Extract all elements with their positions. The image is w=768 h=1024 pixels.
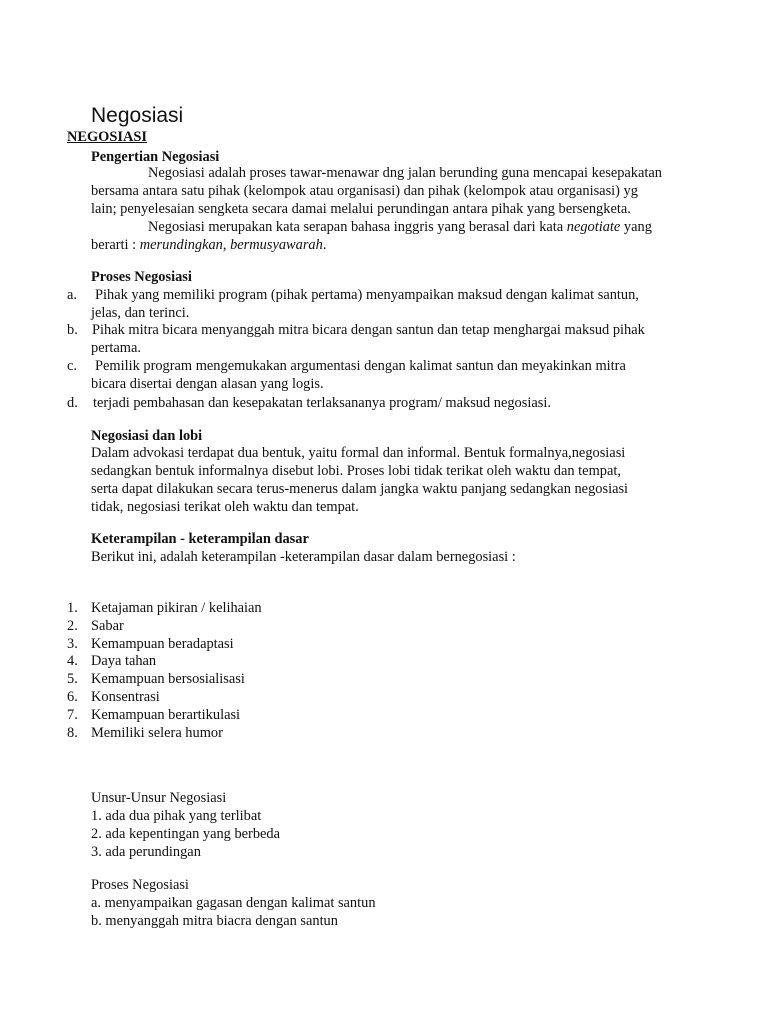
numbered-marker: 3. xyxy=(67,636,78,652)
term-negotiate: negotiate xyxy=(566,219,621,235)
unsur-item: 2. ada kepentingan yang berbeda xyxy=(91,826,280,842)
proses-item-line: pertama. xyxy=(91,340,141,356)
skill-item: Ketajaman pikiran / kelihaian xyxy=(91,600,262,616)
skill-item: Memiliki selera humor xyxy=(91,725,223,741)
numbered-marker: 1. xyxy=(67,600,78,616)
main-heading: NEGOSIASI xyxy=(67,129,147,145)
skill-item: Kemampuan bersosialisasi xyxy=(91,671,245,687)
keterampilan-intro: Berikut ini, adalah keterampilan -keterampilan dasar dalam bernegosiasi : xyxy=(91,549,516,565)
proses-item-line: Pihak yang memiliki program (pihak pertama) menyampaikan maksud dengan kalimat santun, xyxy=(95,287,639,303)
lobi-paragraph-line: tidak, negosiasi terikat oleh waktu dan tempat. xyxy=(91,499,359,515)
numbered-marker: 7. xyxy=(67,707,78,723)
skill-item: Sabar xyxy=(91,618,124,634)
pengertian-paragraph-line: Negosiasi adalah proses tawar-menawar dng jalan berunding guna mencapai kesepakatan xyxy=(148,165,662,181)
proses-item-line: jelas, dan terinci. xyxy=(91,305,190,321)
proses-heading: Proses Negosiasi xyxy=(91,269,192,285)
skill-item: Kemampuan berartikulasi xyxy=(91,707,241,723)
numbered-marker: 8. xyxy=(67,725,78,741)
pengertian-paragraph-line: bersama antara satu pihak (kelompok atau organisasi) dan pihak (kelompok atau organisasi) yg xyxy=(91,183,638,199)
proses2-item: b. menyanggah mitra biacra dengan santun xyxy=(91,913,338,929)
proses2-item: a. menyampaikan gagasan dengan kalimat santun xyxy=(91,895,376,911)
pengertian-definition-line: Negosiasi merupakan kata serapan bahasa inggris yang berasal dari kata negotiate yang xyxy=(148,219,652,235)
proses-item-line: Pihak mitra bicara menyanggah mitra bicara dengan santun dan tetap menghargai maksud pihak xyxy=(92,322,645,338)
lobi-heading: Negosiasi dan lobi xyxy=(91,428,203,444)
meaning-italic: merundingkan, bermusyawarah xyxy=(139,237,323,253)
skill-item: Kemampuan beradaptasi xyxy=(91,636,234,652)
document-title: Negosiasi xyxy=(91,104,184,127)
pengertian-paragraph-line: lain; penyelesaian sengketa secara damai melalui perundingan antara pihak yang bersengketa. xyxy=(91,201,631,217)
unsur-item: 3. ada perundingan xyxy=(91,844,201,860)
numbered-marker: 5. xyxy=(67,671,78,687)
numbered-marker: 6. xyxy=(67,689,78,705)
numbered-marker: 4. xyxy=(67,653,78,669)
lobi-paragraph-line: sedangkan bentuk informalnya disebut lobi. Proses lobi tidak terikat oleh waktu dan tempat, xyxy=(91,463,621,479)
list-marker: a. xyxy=(67,287,77,303)
keterampilan-heading: Keterampilan - keterampilan dasar xyxy=(91,531,309,547)
unsur-heading: Unsur-Unsur Negosiasi xyxy=(91,790,227,806)
pengertian-meaning-line: berarti : merundingkan, bermusyawarah. xyxy=(91,237,327,253)
list-marker: c. xyxy=(67,358,77,374)
pengertian-heading: Pengertian Negosiasi xyxy=(91,149,220,165)
list-marker: b. xyxy=(67,322,78,338)
lobi-paragraph-line: Dalam advokasi terdapat dua bentuk, yaitu formal dan informal. Bentuk formalnya,negosiasi xyxy=(91,445,626,461)
proses-item-line: Pemilik program mengemukakan argumentasi dengan kalimat santun dan meyakinkan mitra xyxy=(95,358,626,374)
list-marker: d. xyxy=(67,395,78,411)
proses-item-line: terjadi pembahasan dan kesepakatan terlaksananya program/ maksud negosiasi. xyxy=(93,395,551,411)
unsur-item: 1. ada dua pihak yang terlibat xyxy=(91,808,262,824)
proses-item-line: bicara disertai dengan alasan yang logis. xyxy=(91,376,324,392)
skill-item: Daya tahan xyxy=(91,653,157,669)
proses2-heading: Proses Negosiasi xyxy=(91,877,189,893)
skill-item: Konsentrasi xyxy=(91,689,160,705)
lobi-paragraph-line: serta dapat dilakukan secara terus-menerus dalam jangka waktu panjang sedangkan negosiasi xyxy=(91,481,629,497)
numbered-marker: 2. xyxy=(67,618,78,634)
